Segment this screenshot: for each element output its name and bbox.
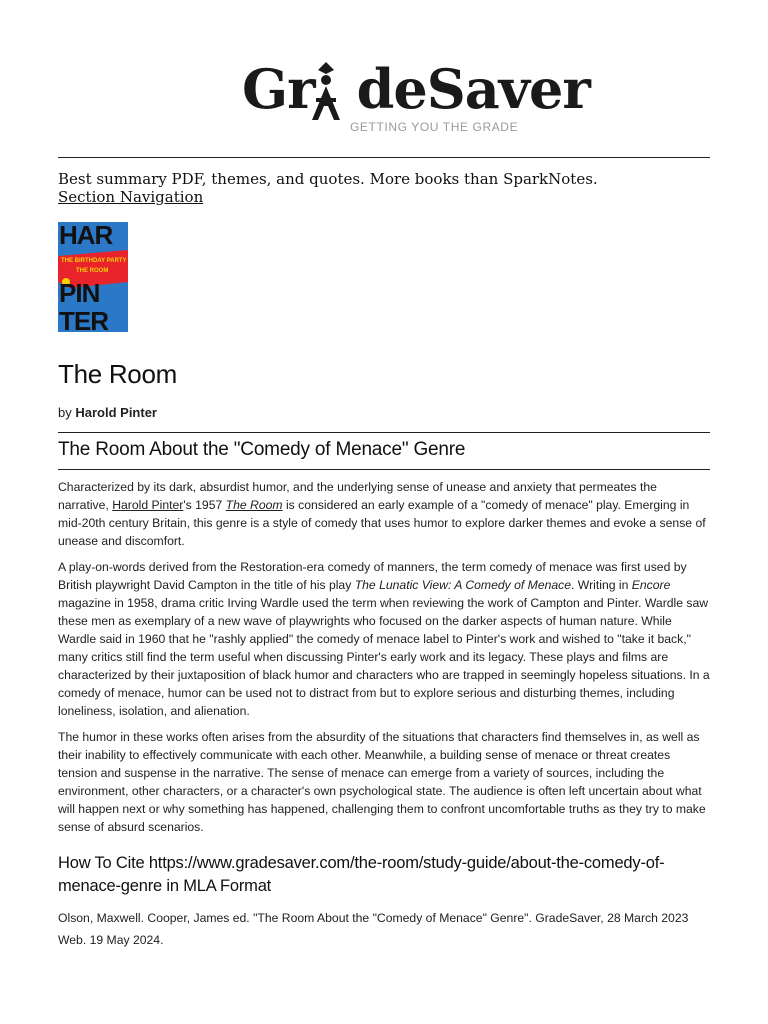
- paragraph-1: [58, 478, 710, 550]
- paragraph-2: [58, 558, 710, 720]
- p1-text-2: 's 1957: [183, 498, 226, 512]
- p2-text-2: . Writing in: [571, 578, 632, 592]
- gradesaver-logo[interactable]: [242, 57, 590, 134]
- logo-tagline: GETTING YOU THE GRADE: [350, 120, 519, 134]
- p1-text-1: Characterized by its dark, absurdist humor, and the underlying sense of unease and anxiety that permeates the narrative,: [58, 480, 657, 512]
- book-cover-image[interactable]: [58, 222, 128, 332]
- p2-text-3: magazine in 1958, drama critic Irving Wardle used the term when reviewing the work of Campton and Pinter. Wardle saw these men as exemplary of a new wave of playwrights who focused on the darker aspects of human nature. While Wardle said in 1960 that he "rashly applied" the comedy of menace label to Pinter's work and wished to "take it back," many critics still find the term useful when discussing Pinter's early work and its legacy. These plays and films are characterized by their juxtaposition of black humor and characters who are trapped in seemingly hopeless situations. In a comedy of menace, humor can be used not to distract from but to explore serious and disturbing themes, including loneliness, isolation, and alienation.: [58, 596, 710, 718]
- cover-line-4: TER: [59, 306, 108, 332]
- cover-line-3: PIN: [59, 278, 100, 308]
- cover-banner-1: THE BIRTHDAY PARTY: [61, 258, 127, 264]
- byline: [58, 404, 157, 422]
- cover-line-1: HAR: [59, 222, 113, 250]
- header-divider: [58, 157, 710, 158]
- section-title: The Room About the "Comedy of Menace" Genre: [58, 439, 466, 460]
- citation-heading: How To Cite https://www.gradesaver.com/the-room/study-guide/about-the-comedy-of-menace-genre in MLA Format: [58, 854, 665, 895]
- author-inline-link[interactable]: Harold Pinter: [112, 498, 184, 512]
- site-tagline: Best summary PDF, themes, and quotes. More books than SparkNotes.: [58, 170, 598, 188]
- byline-prefix: by: [58, 405, 72, 420]
- title-inline-link[interactable]: The Room: [225, 498, 283, 512]
- article-body: [58, 478, 710, 844]
- cover-banner-2: THE ROOM: [76, 268, 109, 274]
- section-divider-bottom: [58, 469, 710, 470]
- citation-text: Olson, Maxwell. Cooper, James ed. "The Room About the "Comedy of Menace" Genre". GradeSaver, 28 March 2023 Web. 19 May 2024.: [58, 911, 689, 947]
- p2-play-title: The Lunatic View: A Comedy of Menace: [354, 578, 572, 592]
- section-divider-top: [58, 432, 710, 433]
- section-navigation-link[interactable]: Section Navigation: [58, 188, 204, 206]
- p1-text-3: is considered an early example of a "comedy of menace" play. Emerging in mid-20th century Britain, this genre is a style of comedy that uses humor to explore darker themes and evoke a sense of unease and discomfort.: [58, 498, 706, 548]
- paragraph-3: The humor in these works often arises from the absurdity of the situations that characters find themselves in, as well as their inability to effectively communicate with each other. Meanwhile, a building sense of menace or threat creates tension and suspense in the narrative. The sense of menace can emerge from a variety of sources, including the environment, other characters, or a character's own psychological state. The audience is often left uncertain about what will happen next or why something has happened, challenging them to confront uncomfortable truths as they try to make sense of absurd scenarios.: [58, 730, 706, 834]
- p2-magazine-title: Encore: [631, 578, 671, 592]
- logo-wordmark: Gr deSaver: [242, 57, 590, 121]
- author-link[interactable]: Harold Pinter: [75, 405, 157, 420]
- p2-text-1: A play-on-words derived from the Restoration-era comedy of manners, the term comedy of menace was first used by British playwright David Campton in the title of his play: [58, 560, 687, 592]
- book-title: The Room: [58, 359, 177, 389]
- site-header: [0, 58, 768, 148]
- graduate-figure-icon: [304, 60, 348, 122]
